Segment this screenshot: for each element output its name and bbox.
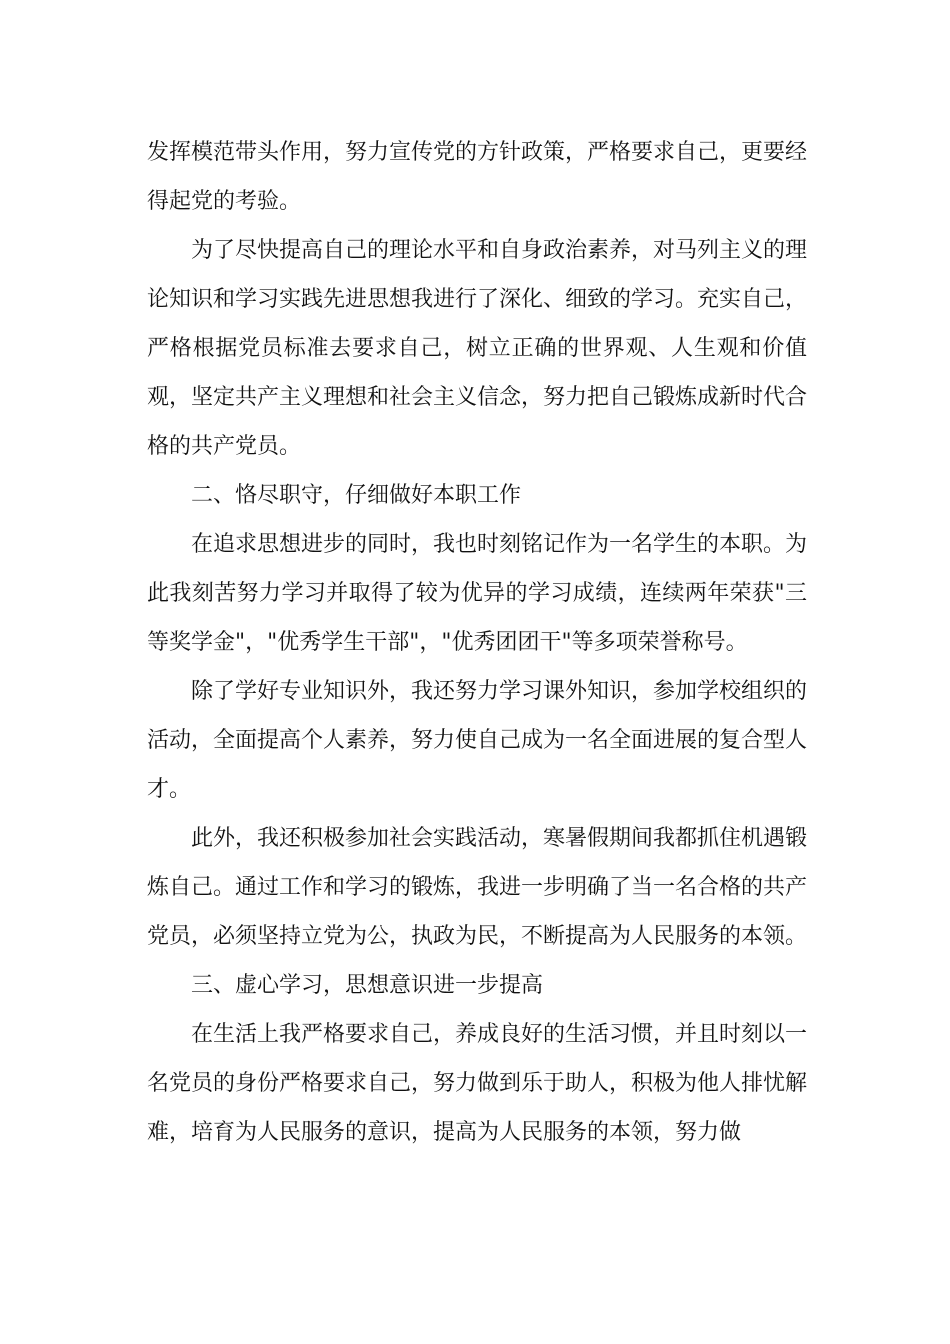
paragraph-3: 在追求思想进步的同时，我也时刻铭记作为一名学生的本职。为此我刻苦努力学习并取得了较为优异的学习成绩，连续两年荣获"三等奖学金"，"优秀学生干部"，"优秀团团干"等多项荣誉称号。: [147, 532, 808, 655]
section-heading-3: 三、虚心学习，思想意识进一步提高: [191, 973, 544, 998]
document-body: [147, 128, 807, 1157]
paragraph-2: 为了尽快提高自己的理论水平和自身政治素养，对马列主义的理论知识和学习实践先进思想我进行了深化、细致的学习。充实自己，严格根据党员标准去要求自己，树立正确的世界观、人生观和价值观，坚定共产主义理想和社会主义信念，努力把自己锻炼成新时代合格的共产党员。: [147, 238, 808, 459]
paragraph-5: 此外，我还积极参加社会实践活动，寒暑假期间我都抓住机遇锻炼自己。通过工作和学习的锻炼，我进一步明确了当一名合格的共产党员，必须坚持立党为公，执政为民，不断提高为人民服务的本领。: [147, 826, 808, 949]
paragraph-1: 发挥模范带头作用，努力宣传党的方针政策，严格要求自己，更要经得起党的考验。: [147, 140, 808, 214]
paragraph-4: 除了学好专业知识外，我还努力学习课外知识，参加学校组织的活动，全面提高个人素养，努力使自己成为一名全面进展的复合型人才。: [147, 679, 808, 802]
paragraph-6: 在生活上我严格要求自己，养成良好的生活习惯，并且时刻以一名党员的身份严格要求自己，努力做到乐于助人，积极为他人排忧解难，培育为人民服务的意识，提高为人民服务的本领，努力做: [147, 1022, 808, 1145]
section-heading-2: 二、恪尽职守，仔细做好本职工作: [191, 483, 522, 508]
